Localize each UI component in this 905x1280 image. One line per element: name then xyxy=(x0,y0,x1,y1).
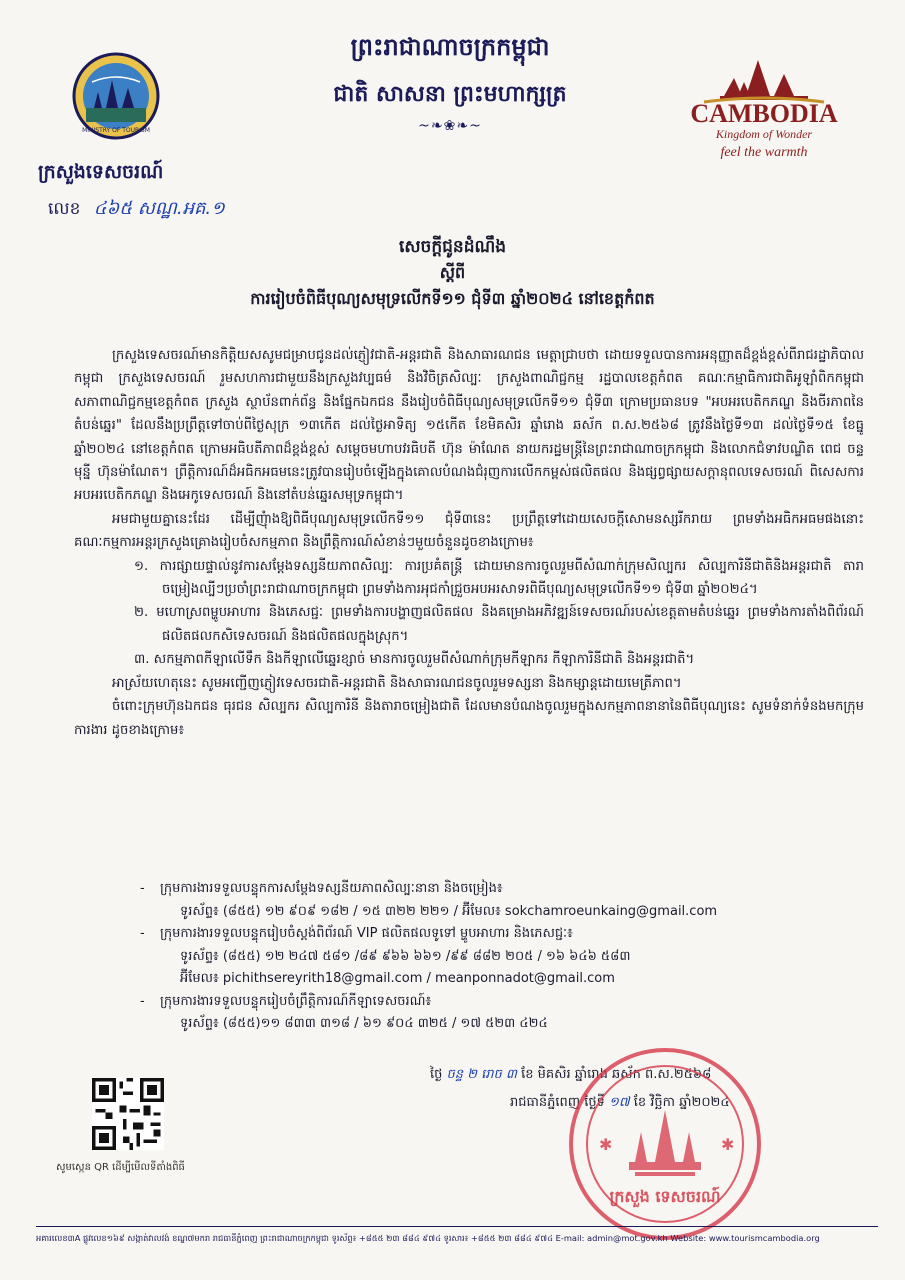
cambodia-kingdom-of-wonder-logo xyxy=(664,48,864,168)
qr-code[interactable] xyxy=(92,1078,164,1150)
contact-title: ក្រុមការងារទទួលបន្ទុករៀបចំព្រឹត្តិការណ៍កីឡាទេសចរណ៍៖ xyxy=(160,993,432,1009)
bullet-dash: - xyxy=(140,926,145,941)
lunar-date-handwritten: ចន្ទ ២ រោច ៣ xyxy=(446,1067,518,1082)
notice-subject: ការរៀបចំពិធីបុណ្យសមុទ្រលើកទី១១ ជុំទី៣ ឆ្នាំ២០២៤ នៅខេត្តកំពត xyxy=(250,289,655,308)
contact-phone[interactable]: ទូរស័ព្ទ៖ (៨៥៥) ១២ ៩០៩ ១៨២ / ១៥ ៣២២ ២២១ / អ៊ីមែល៖ sokchamroeunkaing@gmail.com xyxy=(180,903,718,919)
reference-handwritten: ៤៦៥ សណ្ឋ.អគ.១ xyxy=(93,198,225,219)
ministry-name: ក្រសួងទេសចរណ៍ xyxy=(38,161,164,183)
contact-group-3 xyxy=(140,991,860,1036)
ministry-logo-text: MINISTRY OF TOURISM xyxy=(82,127,150,134)
body-paragraph-2: អមជាមួយគ្នានេះដែរ ដើម្បីញុំាងឱ្យពិធីបុណ្យសមុទ្រលើកទី១១ ជុំទី៣នេះ ប្រព្រឹត្តទៅដោយសេចក្តីសោមនស្សរីករាយ ព្រមទាំងអធិកអធមផងនោះ គណៈកម្មការអន្តរក្រសួងគ្រោងរៀបចំសកម្មភាព និងព្រឹត្តិការណ៍សំខាន់ៗមួយចំនួនដូចខាងក្រោម៖ xyxy=(74,511,864,551)
bullet-dash: - xyxy=(140,993,145,1009)
contact-phone[interactable]: ទូរស័ព្ទ៖ (៨៥៥)១១ ៨៣៣ ៣១៨ / ៦១ ៩០៤ ៣២៥ / ១៧ ៥២៣ ៤២៤ xyxy=(180,1016,548,1031)
solar-date-handwritten: ១៧ xyxy=(609,1095,630,1110)
kingdom-title: ព្រះរាជាណាចក្រកម្ពុជា xyxy=(350,33,550,61)
qr-caption: សូមស្កេន QR ដើម្បីមើលទីតាំងពិធី xyxy=(56,1162,185,1173)
solar-date-prefix: រាជធានីភ្នំពេញ ថ្ងៃទី xyxy=(510,1095,605,1110)
body-paragraph-3: អាស្រ័យហេតុនេះ សូមអញ្ជើញភ្ញៀវទេសចរជាតិ-អន្តរជាតិ និងសាធារណជនចូលរួមទស្សនា និងកម្សាន្តដោយមេត្រីភាព។ xyxy=(112,675,682,691)
contact-group-2 xyxy=(140,923,860,991)
contact-title: ក្រុមការងារទទួលបន្ទុកការសម្តែងទស្សនីយភាពសិល្បៈនានា និងចម្រៀង៖ xyxy=(160,881,503,896)
lunar-date-suffix: ខែ មិគសិរ ឆ្នាំរោង ឆស័ក ព.ស.២៥៦៨ xyxy=(521,1067,712,1082)
activity-item-1: ១. ការផ្សាយផ្ទាល់នូវការសម្តែងទស្សនីយភាពសិល្បៈ ការប្រគំតន្ត្រី ដោយមានការចូលរួមពីសំណាក់ក្រុមសិល្បករ សិល្បការិនីជាតិនិងអន្តរជាតិ តារាចម្រៀងល្បីៗប្រចាំព្រះរាជាណាចក្រកម្ពុជា ព្រមទាំងការអុជកាំជ្រួចអបអរសាទរពិធីបុណ្យសមុទ្រលើកទី១១ ជុំទី៣ ឆ្នាំ២០២៤។ xyxy=(134,558,864,598)
header-ornament: ~❧❀❧~ xyxy=(418,118,482,134)
notice-subject-label: ស្តីពី xyxy=(439,263,466,282)
bullet-dash: - xyxy=(140,881,145,896)
seal-text: ក្រសួង ទេសចរណ៍ xyxy=(609,1187,721,1206)
notice-body xyxy=(74,344,864,742)
svg-text:✱: ✱ xyxy=(721,1135,735,1154)
contact-title: ក្រុមការងារទទួលបន្ទុករៀបចំស្តង់ពិព័រណ៍ VIP ផលិតផលទូទៅ ម្ហូបអាហារ និងភេសជ្ជៈ៖ xyxy=(160,926,573,941)
reference-number xyxy=(48,196,225,223)
national-motto: ជាតិ សាសនា ព្រះមហាក្សត្រ xyxy=(333,82,567,107)
footer-address: អគារលេខ៣A ផ្លូវលេខ១៦៩ សង្កាត់វាលវង់ ខណ្ឌ៧មករា រាជធានីភ្នំពេញ ព្រះរាជាណាចក្រកម្ពុជា ទូរស័ព្ទ៖ +៨៥៥ ២៣ ៨៨៤ ៩៧៤ ទូរសារ៖ +៨៥៥ ២៣ ៨៨៤ ៩៧៤ E-mail: admin@mot.gov.kh Website: www.tourismcambodia.org xyxy=(36,1233,820,1243)
solar-date-suffix: ខែ វិច្ឆិកា ឆ្នាំ២០២៤ xyxy=(633,1095,730,1110)
contact-phone[interactable]: ទូរស័ព្ទ៖ (៨៥៥) ១២ ២៤៧ ៥៨១ /៨៩ ៩៦៦ ៦៦១ /៩៩ ៨៨២ ២០៥ / ១៦ ៦៤៦ ៥៨៣ xyxy=(180,948,631,964)
body-paragraph-1: ក្រសួងទេសចរណ៍មានកិត្តិយសសូមជម្រាបជូនដល់ភ្ញៀវជាតិ-អន្តរជាតិ និងសាធារណជន មេត្តាជ្រាបថា ដោយទទួលបានការអនុញ្ញាតដ៏ខ្ពង់ខ្ពស់ពីរាជរដ្ឋាភិបាលកម្ពុជា ក្រសួងទេសចរណ៍ រួមសហការជាមួយនឹងក្រសួងវប្បធម៌ និងវិចិត្រសិល្បៈ ក្រសួងពាណិជ្ជកម្ម រដ្ឋបាលខេត្តកំពត គណៈកម្មាធិការជាតិអូឡាំពិកកម្ពុជា សភាពាណិជ្ជកម្មខេត្តកំពត ក្រសួង ស្ថាប័នពាក់ព័ន្ធ និងផ្នែកឯកជន នឹងរៀបចំពិធីបុណ្យសមុទ្រលើកទី១១ ជុំទី៣ ក្រោមប្រធានបទ "អបអរបេតិកភណ្ឌ និងចីរភាពនៃតំបន់ឆ្នេរ" ដែលនឹងប្រព្រឹត្តទៅចាប់ពីថ្ងៃសុក្រ ១៣កើត ដល់ថ្ងៃអាទិត្យ ១៥កើត ខែមិគសិរ ឆ្នាំរោង ឆស័ក ព.ស.២៥៦៨ ត្រូវនឹងថ្ងៃទី១៣ ដល់ថ្ងៃទី១៥ ខែធ្នូ ឆ្នាំ២០២៤ នៅខេត្តកំពត ក្រោមអធិបតីភាពដ៏ខ្ពង់ខ្ពស់ សម្តេចមហាបវរធិបតី ហ៊ុន ម៉ាណែត នាយករដ្ឋមន្ត្រីនៃព្រះរាជាណាចក្រកម្ពុជា និងលោកជំទាវបណ្ឌិត ពេជ ចន្ទមុន្នី ហ៊ុនម៉ាណែត។ ព្រឹត្តិការណ៍ដ៏អធិកអធមនេះត្រូវបានរៀបចំឡើងក្នុងគោលបំណងជំរុញការលើកកម្ពស់ផលិតផល និងផ្សព្វផ្សាយសក្តានុពលទេសចរណ៍ ពិសេសការអបអរបេតិកភណ្ឌ និងអេកូទេសចរណ៍ និងនៅតំបន់ឆ្នេរសមុទ្រកម្ពុជា។ xyxy=(74,348,864,504)
contact-group-1 xyxy=(140,878,860,923)
notice-title: សេចក្តីជូនដំណឹង xyxy=(398,237,507,257)
ministry-seal-stamp xyxy=(565,1044,765,1244)
body-paragraph-4: ចំពោះក្រុមហ៊ុនឯកជន ធុរជន សិល្បករ សិល្បការិនី និងតារាចម្រៀងជាតិ ដែលមានបំណងចូលរួមក្នុងសកម្មភាពនានានៃពិធីបុណ្យនេះ សូមទំនាក់ទំនងមកក្រុមការងារ ដូចខាងក្រោម៖ xyxy=(74,699,864,738)
lunar-date-prefix: ថ្ងៃ xyxy=(430,1067,443,1082)
brand-name: CAMBODIA xyxy=(690,99,838,128)
contact-email[interactable]: អ៊ីមែល៖ pichithsereyrith18@gmail.com / meanponnadot@gmail.com xyxy=(180,971,615,986)
activity-item-3: ៣. សកម្មភាពកីឡាលើទឹក និងកីឡាលើឆ្នេរខ្សាច់ មានការចូលរួមពីសំណាក់ក្រុមកីឡាករ កីឡាការិនីជាតិ និងអន្តរជាតិ។ xyxy=(134,652,695,668)
brand-slogan: feel the warmth xyxy=(720,145,808,160)
svg-text:✱: ✱ xyxy=(599,1135,613,1154)
brand-tagline: Kingdom of Wonder xyxy=(715,127,813,141)
activity-item-2: ២. មហោស្រពម្ហូបអាហារ និងភេសជ្ជៈ ព្រមទាំងការបង្ហាញផលិតផល និងគម្រោងអភិវឌ្ឍន៍ទេសចរណ៍របស់ខេត្តតាមតំបន់ឆ្នេរ ព្រមទាំងការតាំងពិព័រណ៍ផលិតផលកសិទេសចរណ៍ និងផលិតផលក្នុងស្រុក។ xyxy=(134,605,864,644)
reference-label: លេខ xyxy=(48,199,81,219)
ministry-of-tourism-logo xyxy=(72,52,160,140)
footer-divider xyxy=(36,1226,878,1227)
contact-list xyxy=(140,878,860,1036)
